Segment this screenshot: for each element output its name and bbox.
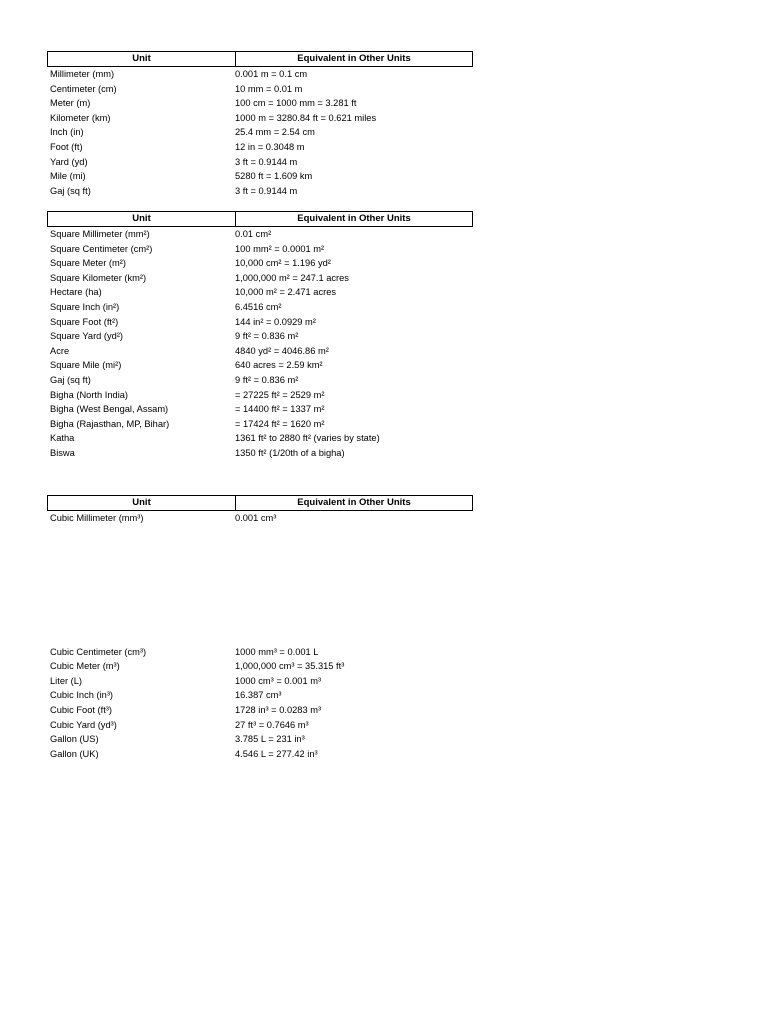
table-row [47, 82, 473, 97]
table-body [47, 227, 473, 461]
table-row [47, 67, 473, 82]
table-row [47, 358, 473, 373]
table-row [47, 155, 473, 170]
table-body [47, 67, 473, 198]
unit-cell: Katha [50, 433, 75, 444]
table-row [47, 315, 473, 330]
table-row [47, 431, 473, 446]
table-row [47, 271, 473, 286]
equivalent-cell: 6.4516 cm² [235, 301, 282, 312]
table-row [47, 111, 473, 126]
unit-cell: Cubic Millimeter (mm³) [50, 513, 144, 523]
unit-cell: Square Centimeter (cm²) [50, 243, 153, 254]
equivalent-cell: 4840 yd² = 4046.86 m² [235, 345, 329, 356]
equivalent-cell: 0.001 m = 0.1 cm [235, 69, 308, 79]
table-row [47, 446, 473, 461]
unit-cell: Acre [50, 345, 70, 356]
equivalent-cell: 27 ft³ = 0.7646 m³ [235, 719, 309, 730]
table-row [47, 659, 473, 674]
table-header [47, 51, 473, 67]
unit-cell: Cubic Yard (yd³) [50, 719, 117, 730]
table-row [47, 256, 473, 271]
unit-cell: Bigha (North India) [50, 389, 129, 400]
unit-cell: Cubic Foot (ft³) [50, 704, 112, 715]
equivalent-cell: 100 cm = 1000 mm = 3.281 ft [235, 98, 357, 109]
table-row [47, 688, 473, 703]
table-row [47, 344, 473, 359]
table-body [47, 511, 473, 526]
equivalent-cell: 9 ft² = 0.836 m² [235, 374, 299, 385]
table-row [47, 227, 473, 242]
unit-cell: Biswa [50, 447, 75, 458]
equivalent-cell: 3 ft = 0.9144 m [235, 185, 298, 196]
table-row [47, 373, 473, 388]
table-row [47, 300, 473, 315]
equivalent-cell: 144 in² = 0.0929 m² [235, 316, 316, 327]
unit-cell: Cubic Inch (in³) [50, 690, 114, 701]
table-row [47, 285, 473, 300]
table-row [47, 402, 473, 417]
equivalent-column-header: Equivalent in Other Units [297, 53, 411, 64]
unit-cell: Yard (yd) [50, 156, 88, 167]
unit-cell: Liter (L) [50, 675, 83, 686]
unit-column-header: Unit [48, 52, 236, 66]
unit-cell: Millimeter (mm) [50, 69, 115, 79]
unit-cell: Hectare (ha) [50, 287, 102, 298]
table-row [47, 747, 473, 762]
table-row [47, 388, 473, 403]
equivalent-cell: 4.546 L = 277.42 in³ [235, 748, 318, 759]
unit-cell: Foot (ft) [50, 141, 83, 152]
volume-units-table [47, 495, 473, 761]
table-row [47, 718, 473, 733]
equivalent-cell: 10,000 cm² = 1.196 yd² [235, 258, 331, 269]
equivalent-cell: 16.387 cm³ [235, 690, 282, 701]
unit-cell: Cubic Meter (m³) [50, 661, 120, 672]
unit-cell: Square Inch (in²) [50, 301, 120, 312]
table-row [47, 511, 473, 526]
equivalent-cell: 1000 m = 3280.84 ft = 0.621 miles [235, 112, 377, 123]
equivalent-cell: = 14400 ft² = 1337 m² [235, 404, 325, 415]
table-row [47, 329, 473, 344]
unit-cell: Gaj (sq ft) [50, 185, 91, 196]
equivalent-cell: 10,000 m² = 2.471 acres [235, 287, 337, 298]
unit-cell: Square Yard (yd²) [50, 331, 124, 342]
table-row [47, 140, 473, 155]
equivalent-cell: 5280 ft = 1.609 km [235, 171, 313, 182]
equivalent-column-header: Equivalent in Other Units [297, 497, 411, 508]
equivalent-cell: 25.4 mm = 2.54 cm [235, 127, 315, 138]
unit-cell: Bigha (West Bengal, Assam) [50, 404, 169, 415]
table-row [47, 645, 473, 660]
table-row [47, 184, 473, 199]
unit-cell: Inch (in) [50, 127, 84, 138]
unit-cell: Meter (m) [50, 98, 91, 109]
unit-cell: Square Mile (mi²) [50, 360, 122, 371]
table-row [47, 703, 473, 718]
equivalent-cell: 1000 cm³ = 0.001 m³ [235, 675, 322, 686]
table-body-continued [47, 645, 473, 762]
length-units-table [47, 51, 473, 198]
equivalent-cell: 1,000,000 m² = 247.1 acres [235, 272, 349, 283]
unit-cell: Square Millimeter (mm²) [50, 229, 150, 239]
table-row [47, 96, 473, 111]
equivalent-cell: 1350 ft² (1/20th of a bigha) [235, 447, 345, 458]
equivalent-column-header: Equivalent in Other Units [297, 213, 411, 224]
unit-cell: Square Kilometer (km²) [50, 272, 147, 283]
equivalent-cell: 1361 ft² to 2880 ft² (varies by state) [235, 433, 380, 444]
unit-cell: Square Meter (m²) [50, 258, 126, 269]
equivalent-cell: 12 in = 0.3048 m [235, 141, 305, 152]
unit-cell: Cubic Centimeter (cm³) [50, 646, 147, 657]
equivalent-cell: 10 mm = 0.01 m [235, 83, 303, 94]
table-header [47, 211, 473, 227]
equivalent-cell: 3 ft = 0.9144 m [235, 156, 298, 167]
unit-cell: Centimeter (cm) [50, 83, 117, 94]
equivalent-cell: 3.785 L = 231 in³ [235, 734, 305, 745]
equivalent-cell: 0.001 cm³ [235, 513, 277, 523]
unit-cell: Square Foot (ft²) [50, 316, 119, 327]
equivalent-cell: 1,000,000 cm³ = 35.315 ft³ [235, 661, 345, 672]
unit-cell: Gaj (sq ft) [50, 374, 91, 385]
table-row [47, 242, 473, 257]
equivalent-cell: 1728 in³ = 0.0283 m³ [235, 704, 322, 715]
unit-cell: Gallon (US) [50, 734, 99, 745]
table-row [47, 674, 473, 689]
area-units-table [47, 211, 473, 461]
unit-cell: Bigha (Rajasthan, MP, Bihar) [50, 418, 170, 429]
equivalent-cell: = 27225 ft² = 2529 m² [235, 389, 325, 400]
unit-cell: Mile (mi) [50, 171, 86, 182]
unit-cell: Kilometer (km) [50, 112, 111, 123]
equivalent-cell: 1000 mm³ = 0.001 L [235, 646, 319, 657]
table-row [47, 125, 473, 140]
unit-cell: Gallon (UK) [50, 748, 99, 759]
equivalent-cell: 0.01 cm² [235, 229, 272, 239]
unit-column-header: Unit [48, 212, 236, 226]
table-header [47, 495, 473, 511]
equivalent-cell: = 17424 ft² = 1620 m² [235, 418, 325, 429]
unit-column-header: Unit [48, 496, 236, 510]
table-row [47, 732, 473, 747]
table-row [47, 417, 473, 432]
equivalent-cell: 640 acres = 2.59 km² [235, 360, 323, 371]
equivalent-cell: 9 ft² = 0.836 m² [235, 331, 299, 342]
table-row [47, 169, 473, 184]
equivalent-cell: 100 mm² = 0.0001 m² [235, 243, 325, 254]
